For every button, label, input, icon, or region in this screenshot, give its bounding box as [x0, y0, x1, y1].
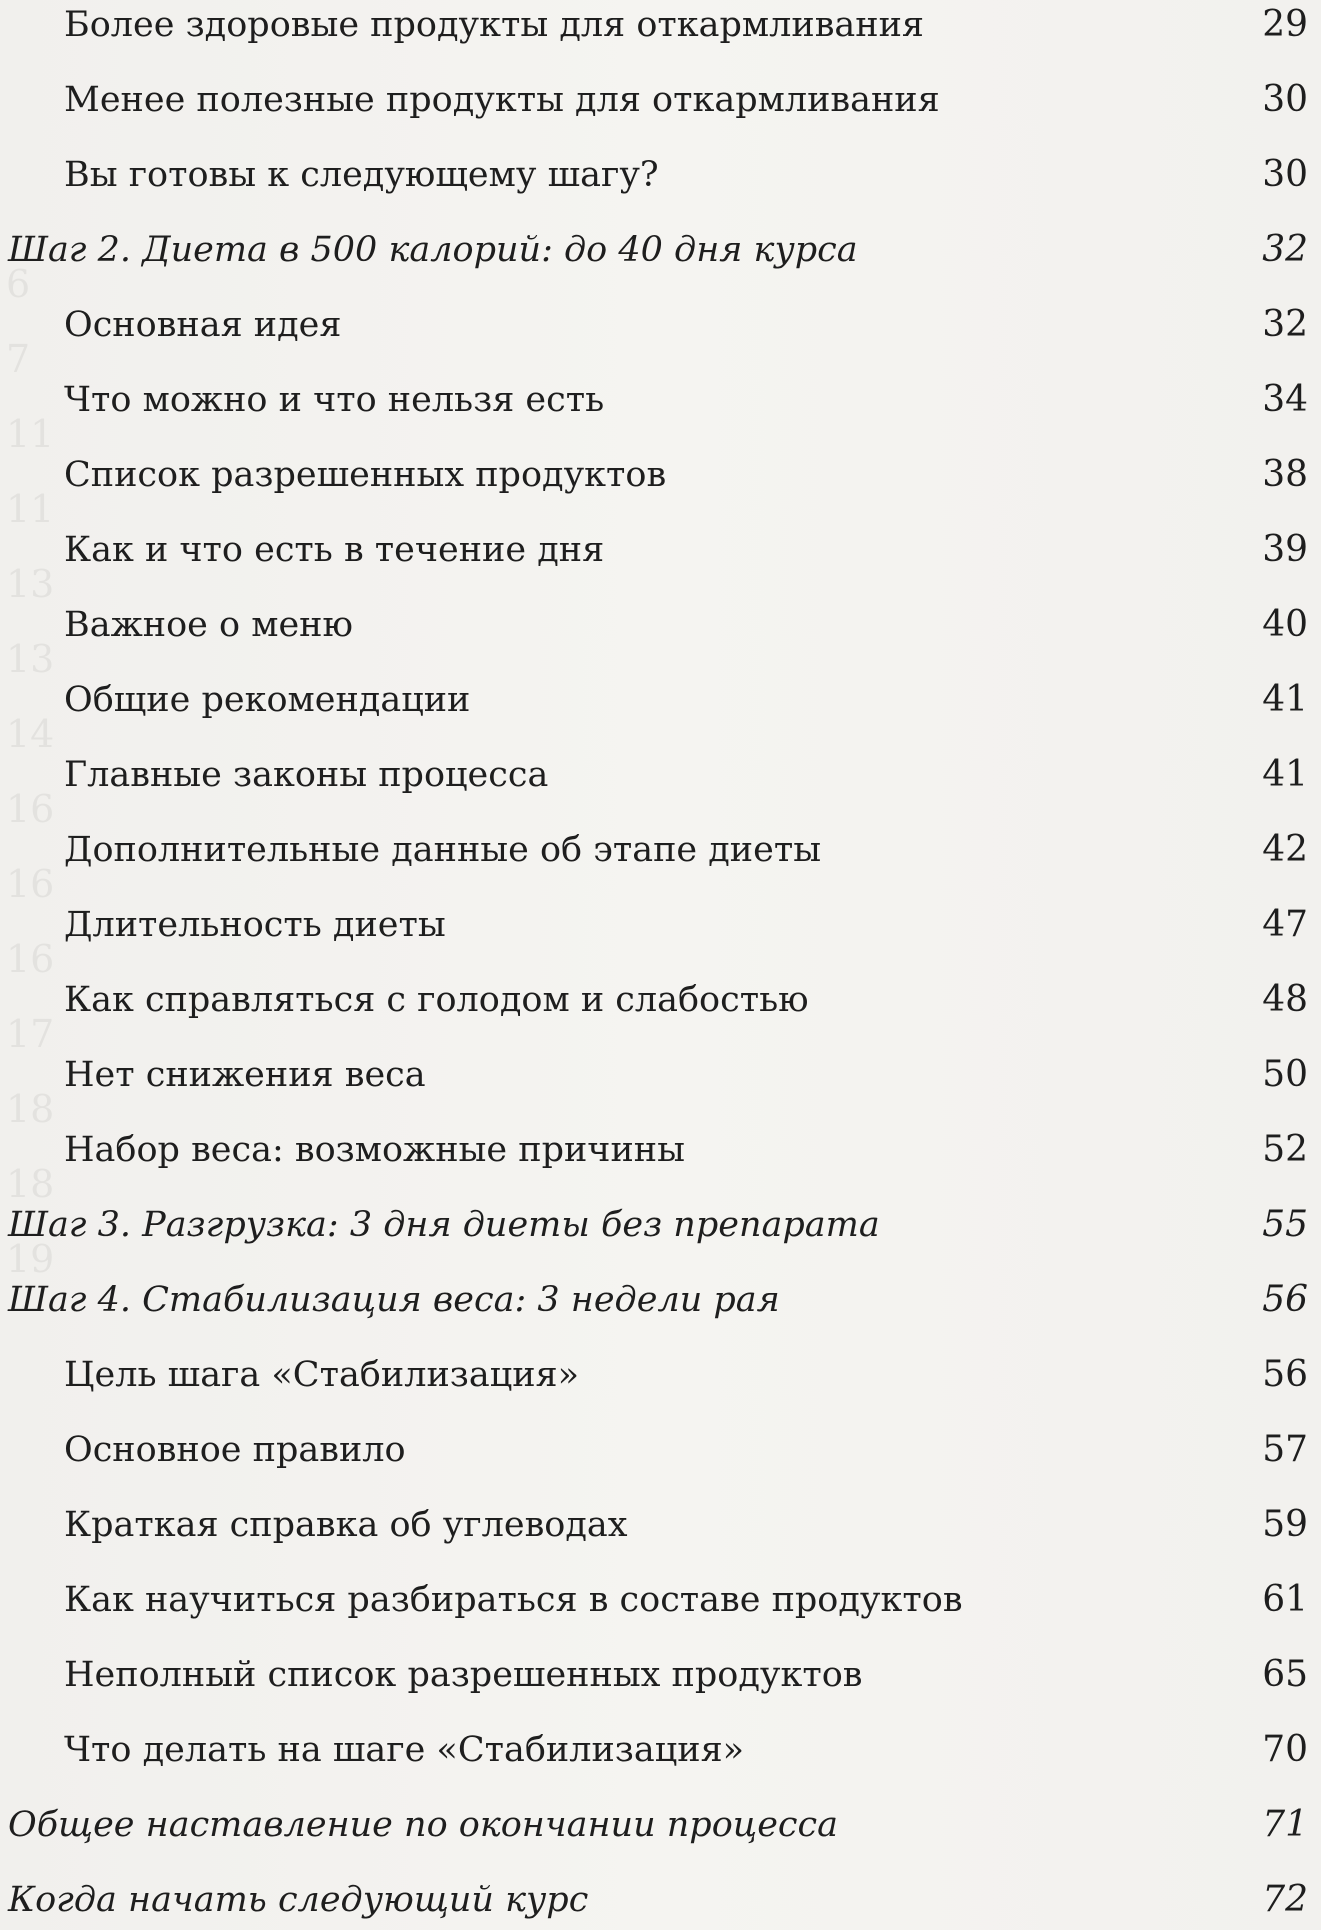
show-through-mark: 11	[6, 412, 55, 456]
toc-step-title: Общее наставление по окончании процесса	[8, 1805, 838, 1845]
toc-entry-title: Набор веса: возможные причины	[64, 1130, 685, 1170]
toc-entry-page: 41	[1262, 754, 1308, 795]
toc-step-title: Шаг 2. Диета в 500 калорий: до 40 дня курса	[8, 230, 858, 270]
toc-entry[interactable]	[0, 525, 1321, 600]
toc-entry[interactable]	[0, 1575, 1321, 1650]
show-through-mark: 13	[6, 562, 55, 606]
show-through-mark: 11	[6, 487, 55, 531]
toc-entry[interactable]	[0, 1425, 1321, 1500]
toc-entry-page: 59	[1262, 1504, 1308, 1545]
show-through-mark: 16	[6, 937, 55, 981]
toc-step-heading[interactable]	[0, 1875, 1321, 1930]
toc-step-heading[interactable]	[0, 1800, 1321, 1875]
toc-entry-title: Вы готовы к следующему шагу?	[64, 155, 659, 195]
toc-entry-title: Что можно и что нельзя есть	[64, 380, 605, 420]
toc-entry-page: 61	[1262, 1579, 1308, 1620]
toc-entry-page: 40	[1262, 604, 1308, 645]
toc-entry[interactable]	[0, 825, 1321, 900]
toc-entry-page: 41	[1262, 679, 1308, 720]
toc-entry-title: Нет снижения веса	[64, 1055, 426, 1095]
toc-entry-page: 48	[1262, 979, 1308, 1020]
toc-entry-page: 70	[1262, 1729, 1308, 1770]
toc-entry[interactable]	[0, 750, 1321, 825]
toc-entry-title: Главные законы процесса	[64, 755, 549, 795]
toc-entry[interactable]	[0, 975, 1321, 1050]
toc-entry-page: 29	[1262, 4, 1308, 45]
toc-entry[interactable]	[0, 150, 1321, 225]
toc-entry-page: 32	[1262, 304, 1308, 345]
toc-entry-title: Основная идея	[64, 305, 342, 345]
toc-entry-page: 56	[1262, 1354, 1308, 1395]
toc-entry-page: 50	[1262, 1054, 1308, 1095]
toc-entry-title: Длительность диеты	[64, 905, 446, 945]
toc-entry[interactable]	[0, 375, 1321, 450]
toc-step-page: 32	[1262, 229, 1308, 270]
toc-step-heading[interactable]	[0, 1200, 1321, 1275]
toc-entry-page: 38	[1262, 454, 1308, 495]
toc-entry[interactable]	[0, 1050, 1321, 1125]
show-through-mark: 7	[6, 337, 31, 381]
toc-step-title: Шаг 3. Разгрузка: 3 дня диеты без препарата	[8, 1205, 880, 1245]
toc-entry[interactable]	[0, 900, 1321, 975]
toc-step-page: 71	[1262, 1804, 1308, 1845]
toc-entry-title: Цель шага «Стабилизация»	[64, 1355, 580, 1395]
toc-entry-page: 57	[1262, 1429, 1308, 1470]
toc-entry-title: Как научиться разбираться в составе продуктов	[64, 1580, 963, 1620]
toc-entry[interactable]	[0, 75, 1321, 150]
toc-entry[interactable]	[0, 600, 1321, 675]
toc-entry-page: 42	[1262, 829, 1308, 870]
show-through-mark: 19	[6, 1237, 55, 1281]
toc-entry-title: Менее полезные продукты для откармливания	[64, 80, 940, 120]
show-through-mark: 18	[6, 1162, 55, 1206]
toc-step-page: 56	[1262, 1279, 1308, 1320]
toc-step-heading[interactable]	[0, 225, 1321, 300]
toc-entry-title: Дополнительные данные об этапе диеты	[64, 830, 822, 870]
toc-entry[interactable]	[0, 675, 1321, 750]
toc-step-heading[interactable]	[0, 1275, 1321, 1350]
toc-entry[interactable]	[0, 450, 1321, 525]
toc-step-page: 72	[1262, 1879, 1308, 1920]
toc-entry-page: 65	[1262, 1654, 1308, 1695]
toc-entry[interactable]	[0, 1125, 1321, 1200]
toc-entry-page: 30	[1262, 79, 1308, 120]
toc-entry-title: Что делать на шаге «Стабилизация»	[64, 1730, 745, 1770]
toc-entry-title: Краткая справка об углеводах	[64, 1505, 628, 1545]
show-through-mark: 16	[6, 787, 55, 831]
toc-entry[interactable]	[0, 1650, 1321, 1725]
toc-entry[interactable]	[0, 1725, 1321, 1800]
toc-entry-page: 34	[1262, 379, 1308, 420]
toc-entry[interactable]	[0, 1350, 1321, 1425]
toc-entry-title: Важное о меню	[64, 605, 353, 645]
toc-entry-title: Как справляться с голодом и слабостью	[64, 980, 809, 1020]
toc-step-page: 55	[1262, 1204, 1308, 1245]
toc-entry-title: Список разрешенных продуктов	[64, 455, 667, 495]
toc-entry-title: Общие рекомендации	[64, 680, 471, 720]
show-through-mark: 14	[6, 712, 55, 756]
show-through-mark: 17	[6, 1012, 55, 1056]
toc-entry-page: 30	[1262, 154, 1308, 195]
show-through-mark: 18	[6, 1087, 55, 1131]
toc-step-title: Когда начать следующий курс	[8, 1880, 589, 1920]
show-through-mark: 6	[6, 262, 31, 306]
show-through-mark: 16	[6, 862, 55, 906]
toc-entry-title: Основное правило	[64, 1430, 406, 1470]
toc-entry[interactable]	[0, 0, 1321, 75]
toc-step-title: Шаг 4. Стабилизация веса: 3 недели рая	[8, 1280, 780, 1320]
toc-entry-page: 47	[1262, 904, 1308, 945]
toc-entry-title: Более здоровые продукты для откармливания	[64, 5, 924, 45]
toc-entry-title: Как и что есть в течение дня	[64, 530, 605, 570]
toc-entry-page: 39	[1262, 529, 1308, 570]
toc-entry-page: 52	[1262, 1129, 1308, 1170]
show-through-mark: 13	[6, 637, 55, 681]
toc-entry[interactable]	[0, 300, 1321, 375]
toc-entry[interactable]	[0, 1500, 1321, 1575]
toc-entry-title: Неполный список разрешенных продуктов	[64, 1655, 863, 1695]
